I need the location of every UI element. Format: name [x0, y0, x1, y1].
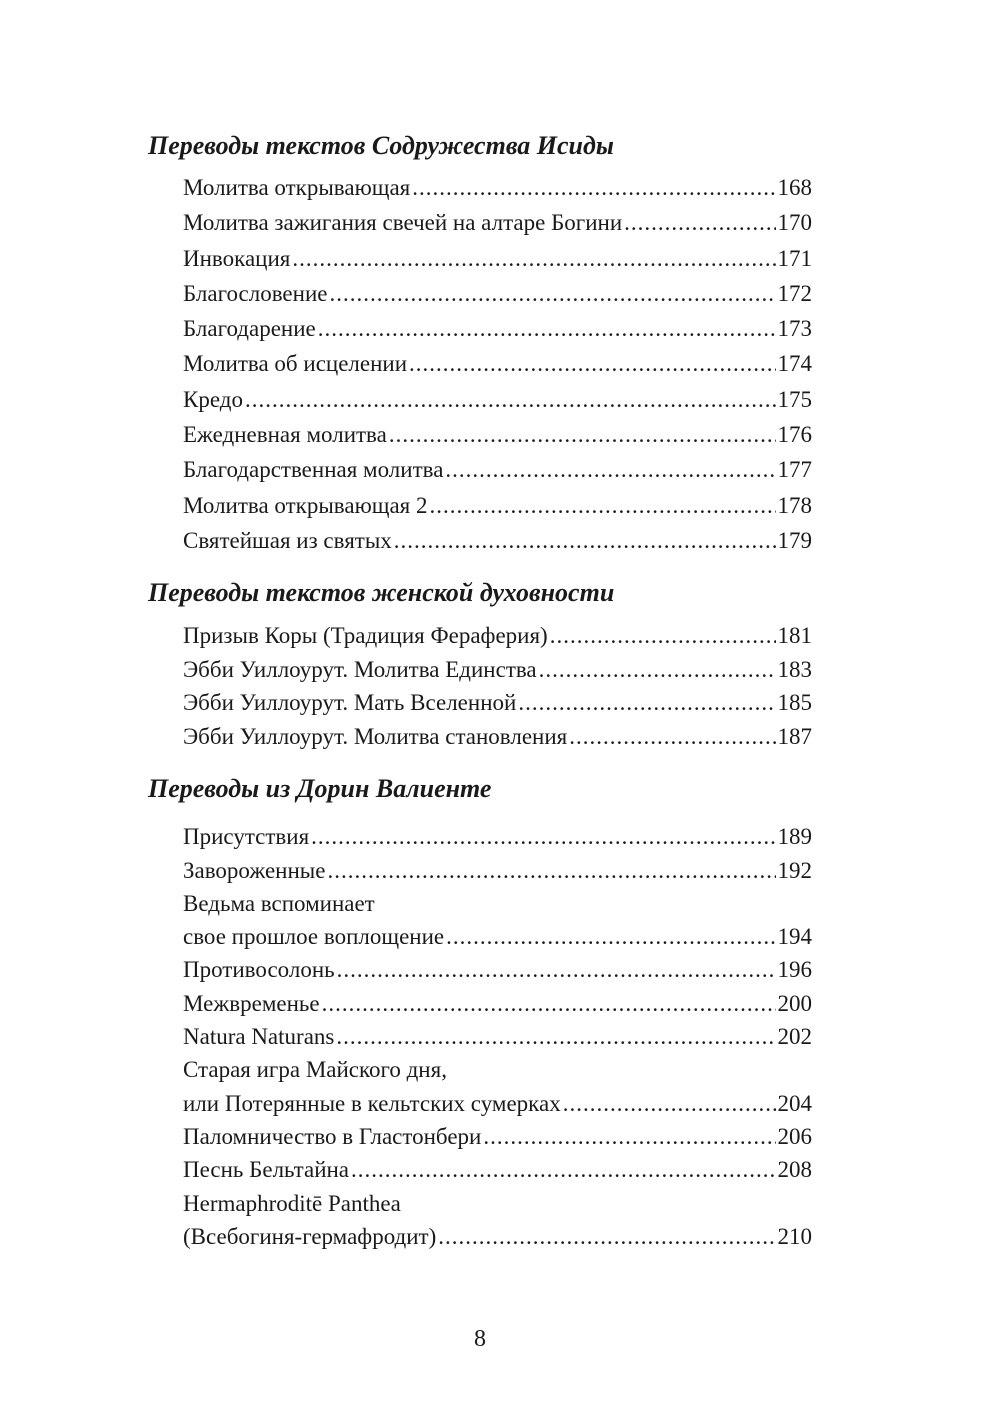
entry-label: свое прошлое воплощение	[183, 924, 445, 950]
entry-label: Молитва зажигания свечей на алтаре Богини	[183, 210, 623, 236]
toc-entry	[183, 987, 812, 1020]
entry-page: 204	[777, 1090, 812, 1116]
dot-leader	[329, 276, 775, 311]
toc-entry	[183, 953, 812, 986]
toc-entry	[183, 653, 812, 687]
toc-entry	[183, 417, 812, 452]
toc-section	[148, 771, 812, 1253]
dot-leader	[351, 1153, 775, 1186]
section-title: Переводы из Дорин Валиенте	[148, 774, 492, 804]
entry-page: 168	[777, 175, 812, 200]
entry-label: Эбби Уиллоурут. Молитва Единства	[183, 656, 537, 682]
entry-page: 187	[777, 723, 812, 749]
entry-page: 170	[777, 210, 812, 236]
entry-label: Межвременье	[183, 990, 320, 1016]
entry-label: или Потерянные в кельтских сумерках	[183, 1090, 561, 1116]
section-title: Переводы текстов женской духовности	[148, 578, 615, 608]
page-number: 8	[474, 1326, 486, 1352]
entry-page: 208	[777, 1157, 812, 1183]
dot-leader	[518, 686, 775, 720]
dot-leader	[337, 953, 776, 986]
entry-page: 192	[777, 857, 812, 883]
toc-entry	[183, 1087, 812, 1120]
toc-entry	[183, 523, 812, 558]
dot-leader	[446, 920, 775, 953]
entry-label: Песнь Бельтайна	[183, 1157, 350, 1183]
entry-label: Ежедневная молитва	[183, 422, 387, 448]
dot-leader	[409, 346, 775, 381]
entry-page: 177	[777, 457, 812, 483]
dot-leader	[389, 417, 776, 452]
toc-entry	[183, 276, 812, 311]
entry-page: 200	[777, 990, 812, 1016]
dot-leader	[438, 1220, 775, 1253]
toc-entries	[183, 619, 812, 753]
dot-leader	[412, 170, 775, 205]
dot-leader	[624, 205, 775, 240]
entry-label: Кредо	[183, 386, 243, 412]
toc-entry	[183, 488, 812, 523]
entry-page: 189	[777, 824, 812, 850]
dot-leader	[322, 987, 776, 1020]
dot-leader	[245, 382, 776, 417]
dot-leader	[550, 619, 776, 653]
entry-label: Благодарственная молитва	[183, 457, 444, 483]
entry-label: Эбби Уиллоурут. Молитва становления	[183, 723, 568, 749]
dot-leader	[430, 488, 776, 523]
entry-label: (Всебогиня-гермафродит)	[183, 1223, 437, 1249]
toc-entry	[183, 170, 812, 205]
toc-entry	[183, 1153, 812, 1186]
dot-leader	[539, 653, 776, 687]
dot-leader	[483, 1120, 775, 1153]
dot-leader	[311, 820, 775, 853]
entry-label: Паломничество в Гластонбери	[183, 1123, 482, 1149]
entry-page: 202	[777, 1024, 812, 1050]
toc-entry	[183, 241, 812, 276]
entry-label: Призыв Коры (Традиция Фераферия)	[183, 623, 548, 649]
entry-page: 175	[777, 386, 812, 412]
entry-label: Присутствия	[183, 824, 310, 850]
toc-section	[148, 128, 812, 558]
entry-page: 171	[777, 245, 812, 271]
entry-label: Святейшая из святых	[183, 527, 392, 553]
entry-page: 174	[777, 351, 812, 377]
toc-entry	[183, 346, 812, 381]
entry-page: 183	[777, 656, 812, 682]
toc-entry	[183, 686, 812, 720]
dot-leader	[318, 311, 776, 346]
toc-entry	[183, 1220, 812, 1253]
toc-entry	[183, 205, 812, 240]
toc-entry	[183, 1020, 812, 1053]
toc-entry	[183, 854, 812, 887]
toc-entry	[183, 382, 812, 417]
entry-label: Благодарение	[183, 316, 316, 342]
entry-label-line: Старая игра Майского дня,	[183, 1057, 447, 1083]
entry-page: 210	[777, 1223, 812, 1249]
entry-label: Благословение	[183, 280, 328, 306]
entry-label: Эбби Уиллоурут. Мать Вселенной	[183, 690, 517, 716]
entry-page: 185	[777, 690, 812, 716]
dot-leader	[445, 452, 775, 487]
table-of-contents	[148, 128, 812, 1253]
toc-entry	[183, 1120, 812, 1153]
entry-label-line: Hermaphroditē Panthea	[183, 1190, 401, 1216]
toc-entry	[183, 311, 812, 346]
toc-entries	[183, 170, 812, 558]
entry-page: 196	[777, 957, 812, 983]
entry-page: 176	[777, 422, 812, 448]
dot-leader	[569, 720, 775, 754]
toc-entry	[183, 820, 812, 853]
section-title: Переводы текстов Содружества Исиды	[148, 131, 614, 160]
dot-leader	[563, 1087, 776, 1120]
entry-page: 172	[777, 280, 812, 306]
entry-label: Инвокация	[183, 245, 291, 271]
entry-label: Противосолонь	[183, 957, 335, 983]
toc-entry	[183, 920, 812, 953]
entry-page: 173	[777, 316, 812, 342]
toc-entry	[183, 452, 812, 487]
dot-leader	[292, 241, 775, 276]
dot-leader	[336, 1020, 775, 1053]
toc-entry	[183, 720, 812, 754]
entry-label: Natura Naturans	[183, 1024, 335, 1050]
entry-page: 194	[777, 924, 812, 950]
dot-leader	[394, 523, 776, 558]
entry-page: 181	[777, 623, 812, 649]
entry-label: Молитва открывающая 2	[183, 492, 428, 518]
dot-leader	[327, 854, 775, 887]
entry-label: Молитва об исцелении	[183, 351, 408, 377]
toc-section	[148, 575, 812, 753]
toc-entry	[183, 619, 812, 653]
entry-label-line: Ведьма вспоминает	[183, 890, 375, 916]
entry-page: 179	[777, 527, 812, 553]
entry-page: 206	[777, 1123, 812, 1149]
entry-label: Завороженные	[183, 857, 326, 883]
toc-entries	[183, 820, 812, 1253]
entry-label: Молитва открывающая	[183, 175, 411, 200]
entry-page: 178	[777, 492, 812, 518]
